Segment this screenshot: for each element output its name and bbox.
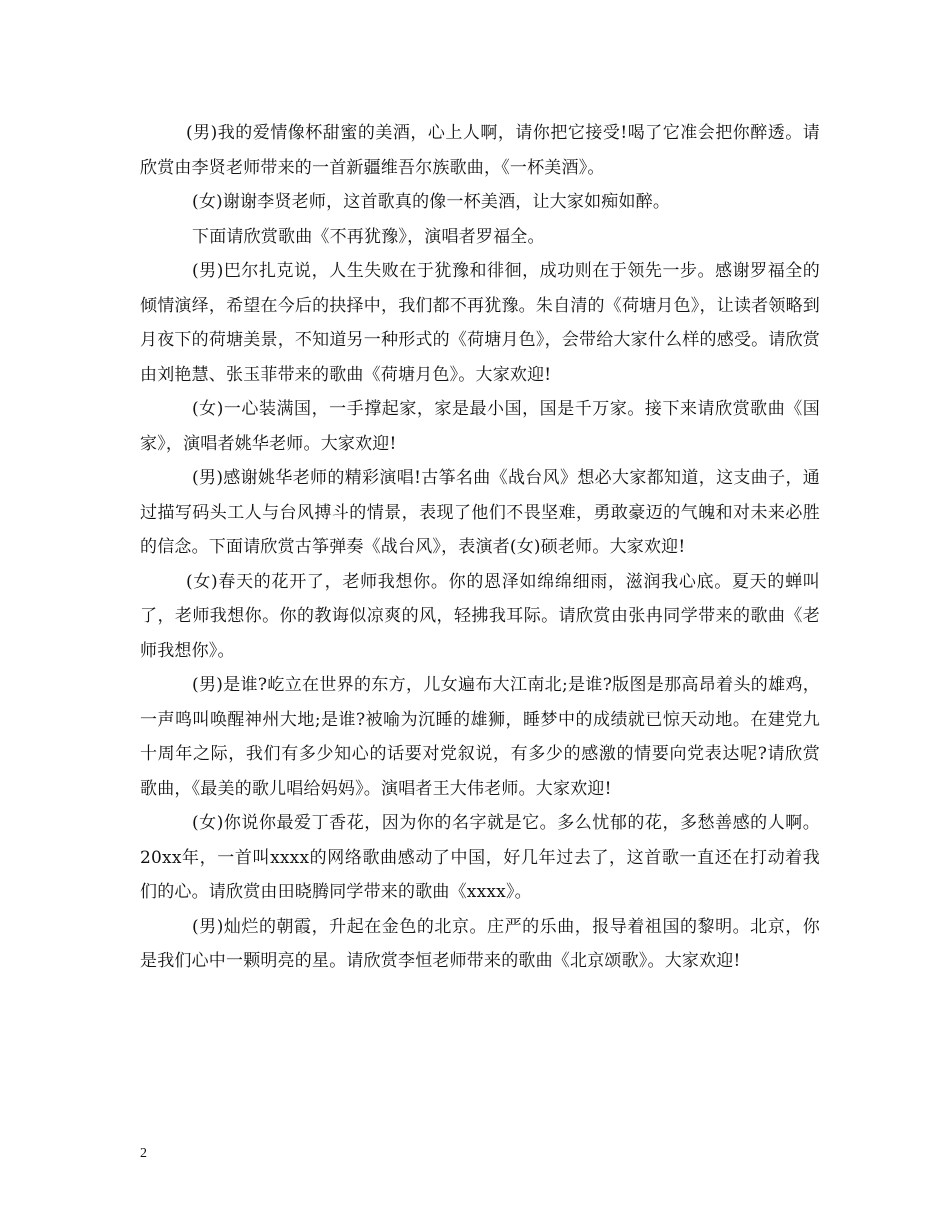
page-number: 2 (140, 1146, 147, 1161)
paragraph-4: (男)巴尔扎克说，人生失败在于犹豫和徘徊，成功则在于领先一步。感谢罗福全的倾情演绎，希望在今后的抉择中，我们都不再犹豫。朱自清的《荷塘月色》，让读者领略到月夜下的荷塘美景，不知道另一种形式的《荷塘月色》，会带给大家什么样的感受。请欣赏由刘艳慧、张玉菲带来的歌曲《荷塘月色》。大家欢迎! (140, 261, 820, 385)
paragraph-8: (男)是谁?屹立在世界的东方，儿女遍布大江南北;是谁?版图是那高昂着头的雄鸡，一声鸣叫唤醒神州大地;是谁?被喻为沉睡的雄狮，睡梦中的成绩就已惊天动地。在建党九十周年之际，我们有多少知心的话要对党叙说，有多少的感激的情要向党表达呢?请欣赏歌曲，《最美的歌儿唱给妈妈》。演唱者王大伟老师。大家欢迎! (140, 675, 820, 799)
paragraph-5: (女)一心装满国，一手撑起家，家是最小国，国是千万家。接下来请欣赏歌曲《国家》，演唱者姚华老师。大家欢迎! (140, 399, 820, 454)
paragraph-9: (女)你说你最爱丁香花，因为你的名字就是它。多么忧郁的花，多愁善感的人啊。20xx年，一首叫xxxx的网络歌曲感动了中国，好几年过去了，这首歌一直还在打动着我们的心。请欣赏由田晓腾同学带来的歌曲《xxxx》。 (140, 813, 820, 902)
paragraph-6: (男)感谢姚华老师的精彩演唱!古筝名曲《战台风》想必大家都知道，这支曲子，通过描写码头工人与台风搏斗的情景，表现了他们不畏坚难，勇敢豪迈的气魄和对未来必胜的信念。下面请欣赏古筝弹奏《战台风》，表演者(女)硕老师。大家欢迎! (140, 468, 820, 557)
paragraph-7: (女)春天的花开了，老师我想你。你的恩泽如绵绵细雨，滋润我心底。夏天的蝉叫了，老师我想你。你的教诲似凉爽的风，轻拂我耳际。请欣赏由张冉同学带来的歌曲《老师我想你》。 (140, 571, 820, 661)
paragraph-3: 下面请欣赏歌曲《不再犹豫》，演唱者罗福全。 (192, 226, 545, 247)
paragraph-2: (女)谢谢李贤老师，这首歌真的像一杯美酒，让大家如痴如醉。 (192, 192, 671, 212)
paragraph-1: (男)我的爱情像杯甜蜜的美酒，心上人啊，请你把它接受!喝了它准会把你醉透。请欣赏由李贤老师带来的一首新疆维吾尔族歌曲，《一杯美酒》。 (140, 123, 820, 178)
document-body (140, 116, 820, 979)
paragraph-10: (男)灿烂的朝霞，升起在金色的北京。庄严的乐曲，报导着祖国的黎明。北京，你是我们心中一颗明亮的星。请欣赏李恒老师带来的歌曲《北京颂歌》。大家欢迎! (140, 916, 820, 971)
